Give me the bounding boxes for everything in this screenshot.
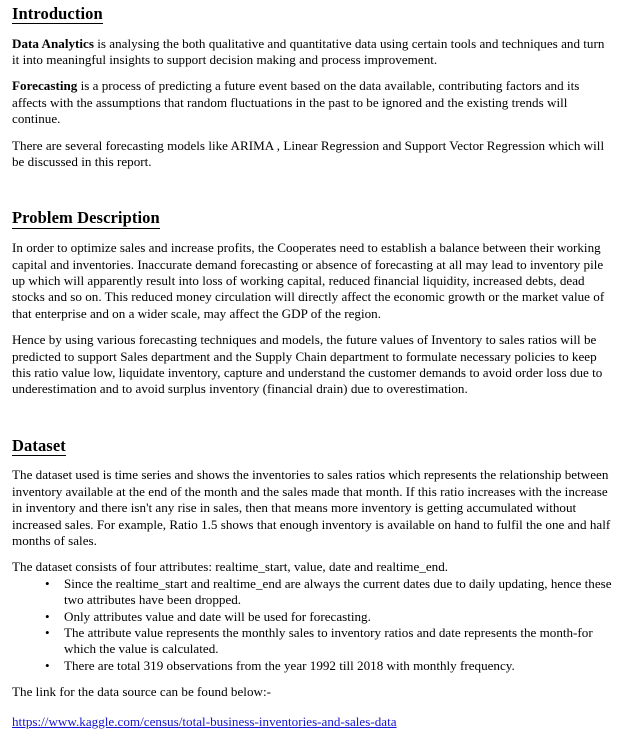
list-item [12,609,612,625]
data-source-link-wrap [12,714,612,730]
intro-paragraph-1-lead: Data Analytics [12,35,94,51]
spacer [12,170,612,208]
list-item-text: Since the realtime_start and realtime_end are always the current dates due to daily updating, hence these two attributes have been dropped. [64,575,612,608]
list-item [12,625,612,658]
spacer [12,674,612,684]
heading-problem-description [12,208,612,229]
heading-dataset-text: Dataset [12,435,66,455]
dataset-paragraph-1: The dataset used is time series and shows the inventories to sales ratios which represents the relationship between inventory available at the end of the month and the sales made that month. If this ratio increases with the increase in inventory and there isn't any rise in sales, then that means more inventory is getting accumulated without increased sales. For example, Ratio 1.5 shows that enough inventory is available on hand to fulfil the one and half months of sales. [12,467,611,548]
data-source-intro: The link for the data source can be found below:- [12,684,271,700]
spacer [12,229,612,240]
spacer [12,322,612,332]
bullet-icon: • [45,625,50,641]
list-item-text: Only attributes value and date will be used for forecasting. [64,608,371,624]
bullet-icon: • [45,575,50,591]
heading-introduction-text: Introduction [12,4,103,23]
spacer [12,456,612,467]
bullet-icon: • [45,657,50,673]
problem-paragraph-1: In order to optimize sales and increase profits, the Cooperates need to establish a balance between their working capital and inventories. Inaccurate demand forecasting or absence of forecasting at all may lead to inventory pile up which will apparently result into loss of working capital, reduced financial liquidity, increased debts, dead stocks and so on. This reduced money circulation will directly affect the economic growth or the market value of that enterprise and on a wider scale, may affect the GDP of the region. [12,240,605,321]
spacer [12,701,612,714]
dataset-paragraph-2: The dataset consists of four attributes: realtime_start, value, date and realtime_end. [12,559,449,575]
spacer [12,398,612,436]
intro-paragraph-2-lead: Forecasting [12,78,78,94]
list-item [12,576,612,609]
list-item-text: There are total 319 observations from the year 1992 till 2018 with monthly frequency. [64,657,515,673]
spacer [12,68,612,78]
intro-paragraph-2-rest: is a process of predicting a future event based on the data available, contributing factors and its affects with the assumptions that random fluctuations in the past to be ignored and the existing trends will continue. [12,78,580,127]
intro-paragraph-2 [12,78,612,127]
intro-paragraph-3: There are several forecasting models like ARIMA , Linear Regression and Support Vector Regression which will be discussed in this report. [12,137,605,170]
intro-paragraph-1-rest: is analysing the both qualitative and quantitative data using certain tools and techniques and turn it into meaningful insights to support decision making and process improvement. [12,35,605,68]
heading-introduction [12,4,612,25]
spacer [12,25,612,36]
data-source-link[interactable]: https://www.kaggle.com/census/total-business-inventories-and-sales-data [12,713,397,729]
spacer [12,128,612,138]
intro-paragraph-1 [12,36,612,69]
heading-dataset [12,436,612,457]
heading-problem-description-text: Problem Description [12,208,160,228]
bullet-icon: • [45,608,50,624]
list-item-text: The attribute value represents the monthly sales to inventory ratios and date represents the month-for which the value is calculated. [64,625,593,657]
spacer [12,549,612,559]
problem-paragraph-2: Hence by using various forecasting techniques and models, the future values of Inventory to sales ratios will be predicted to support Sales department and the Supply Chain department to formulate necessary policies to keep this ratio value low, liquidate inventory, capture and understand the customer demands to avoid order loss due to underestimation and to avoid surplus inventory (financial drain) due to overestimation. [12,332,603,397]
dataset-bullet-list [12,576,612,674]
list-item [12,658,612,674]
